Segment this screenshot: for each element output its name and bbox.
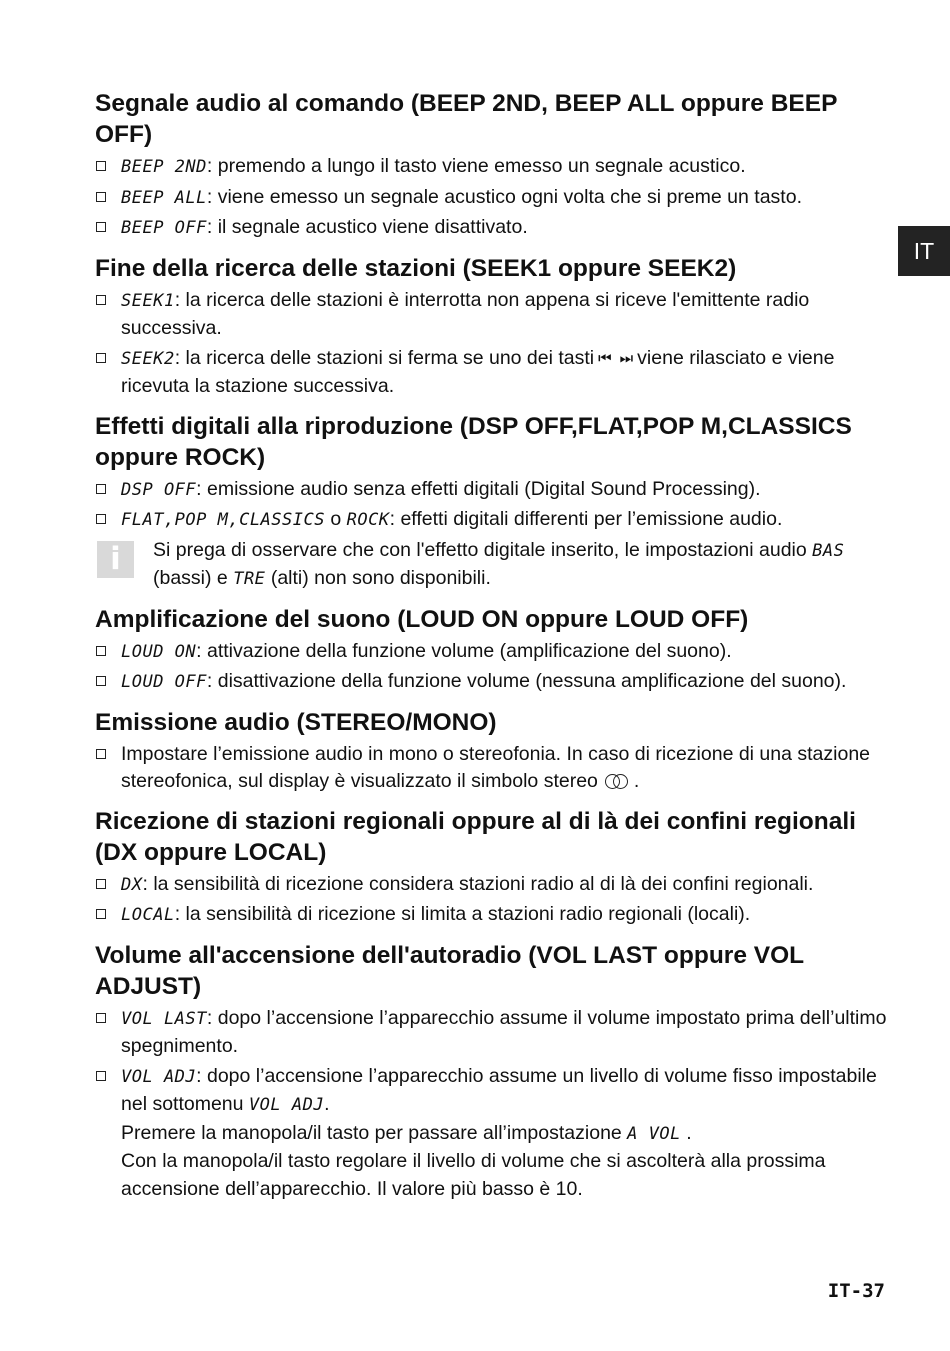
list-item [95, 287, 895, 343]
display-code: FLAT,POP M,CLASSICS [121, 510, 325, 530]
section-title: Effetti digitali alla riproduzione (DSP OFF,FLAT,POP M,CLASSICS oppure ROCK) [95, 412, 852, 471]
display-code: ROCK [346, 510, 390, 530]
display-code: BEEP OFF [121, 218, 207, 238]
note-text: Si prega di osservare che con l'effetto digitale inserito, le impostazioni audio [153, 538, 813, 561]
section-dsp [95, 411, 895, 594]
checkbox-bullet-icon [96, 749, 106, 759]
info-note [95, 537, 895, 594]
display-code: BEEP 2ND [121, 157, 207, 177]
checkbox-bullet-icon [96, 222, 106, 232]
section-seek [95, 253, 895, 401]
checkbox-bullet-icon [96, 909, 106, 919]
item-text: : dopo l’accensione l’apparecchio assume il volume impostato prima dell’ultimo spegnimento. [121, 1006, 887, 1057]
item-text: : la ricerca delle stazioni si ferma se uno dei tasti [174, 346, 595, 369]
display-code: TRE [233, 569, 266, 589]
item-text: : disattivazione della funzione volume (nessuna amplificazione del suono). [206, 670, 847, 692]
item-text: : viene emesso un segnale acustico ogni volta che si preme un tasto. [206, 185, 802, 208]
checkbox-bullet-icon [96, 1013, 106, 1023]
checkbox-bullet-icon [96, 353, 106, 363]
section-title: Volume all'accensione dell'autoradio (VOL LAST oppure VOL ADJUST) [95, 941, 804, 1000]
item-text: : premendo a lungo il tasto viene emesso un segnale acustico. [206, 155, 746, 177]
page-number: IT-37 [827, 1280, 885, 1302]
checkbox-bullet-icon [96, 879, 106, 889]
checkbox-bullet-icon [96, 192, 106, 202]
display-code: LOUD OFF [121, 672, 207, 692]
display-code: VOL LAST [121, 1008, 207, 1029]
list-item [95, 1063, 895, 1204]
item-text: . [680, 1121, 692, 1144]
item-text: . [633, 770, 640, 792]
item-text: : la sensibilità di ricezione considera stazioni radio al di là dei confini regionali. [142, 872, 814, 895]
list-item [95, 476, 895, 505]
checkbox-bullet-icon [96, 514, 106, 524]
item-text: : emissione audio senza effetti digitali (Digital Sound Processing). [196, 477, 761, 500]
item-text: . [324, 1093, 330, 1115]
display-code: A VOL [627, 1123, 681, 1144]
item-text: : la sensibilità di ricezione si limita a stazioni radio regionali (locali). [174, 903, 751, 925]
section-stereo [95, 707, 895, 796]
section-vol [95, 940, 895, 1204]
checkbox-bullet-icon [96, 676, 106, 686]
display-code: DSP OFF [121, 479, 197, 500]
section-title: Amplificazione del suono (LOUD ON oppure LOUD OFF) [95, 605, 749, 633]
language-tab: IT [898, 226, 950, 276]
list-item [95, 871, 895, 900]
checkbox-bullet-icon [96, 484, 106, 494]
display-code: SEEK1 [121, 290, 175, 311]
info-icon: i [97, 541, 134, 578]
skip-back-icon: ⏮ [598, 348, 612, 367]
section-title: Emissione audio (STEREO/MONO) [95, 708, 497, 736]
item-text: : effetti digitali differenti per l’emissione audio. [389, 508, 783, 530]
checkbox-bullet-icon [96, 1071, 106, 1081]
display-code: DX [121, 874, 143, 895]
item-text: viene rilasciato e viene ricevuta la stazione successiva. [121, 346, 835, 397]
manual-page [95, 88, 895, 1213]
section-dx [95, 806, 895, 930]
display-code: BAS [812, 540, 845, 561]
item-text: Impostare l’emissione audio in mono o stereofonia. In caso di ricezione di una stazione stereofonica, sul display è visualizzato il simbolo stereo [121, 742, 871, 792]
item-text: : attivazione della funzione volume (amplificazione del suono). [196, 639, 732, 662]
list-item [95, 184, 895, 213]
list-item [95, 153, 895, 182]
continuation-line: Con la manopola/il tasto regolare il livello di volume che si ascolterà alla prossima accensione dell’apparecchio. Il valore più basso è 10. [121, 1150, 826, 1200]
display-code: VOL ADJ [121, 1066, 197, 1087]
continuation-line [121, 1120, 895, 1149]
list-item [95, 1005, 895, 1061]
list-item [95, 506, 895, 535]
display-code: SEEK2 [121, 348, 175, 369]
list-item [95, 668, 895, 697]
checkbox-bullet-icon [96, 161, 106, 171]
note-text: (bassi) e [153, 567, 234, 589]
checkbox-bullet-icon [96, 295, 106, 305]
section-title: Fine della ricerca delle stazioni (SEEK1 oppure SEEK2) [95, 254, 737, 282]
item-text: : dopo l’accensione l’apparecchio assume un livello di volume fisso impostabile nel sottomenu [121, 1064, 877, 1115]
list-item [95, 638, 895, 667]
display-code: VOL ADJ [248, 1095, 325, 1115]
display-code: LOCAL [121, 905, 175, 925]
section-beep [95, 88, 895, 243]
list-item [95, 741, 895, 796]
skip-forward-icon: ⏭ [619, 348, 634, 367]
checkbox-bullet-icon [96, 646, 106, 656]
display-code: LOUD ON [121, 641, 197, 662]
stereo-icon [602, 772, 632, 790]
item-text: : la ricerca delle stazioni è interrotta non appena si riceve l'emittente radio successiva. [121, 288, 810, 339]
display-code: BEEP ALL [121, 187, 207, 208]
item-text: Premere la manopola/il tasto per passare all’impostazione [121, 1121, 628, 1144]
section-loud [95, 604, 895, 697]
section-title: Ricezione di stazioni regionali oppure al di là dei confini regionali (DX oppure LOCAL) [95, 807, 856, 866]
section-title: Segnale audio al comando (BEEP 2ND, BEEP ALL oppure BEEP OFF) [95, 90, 837, 148]
list-item [95, 901, 895, 930]
list-item [95, 345, 895, 401]
list-item [95, 214, 895, 243]
note-text: (alti) non sono disponibili. [265, 567, 491, 589]
item-text: : il segnale acustico viene disattivato. [206, 216, 528, 238]
item-text: o [324, 508, 347, 530]
